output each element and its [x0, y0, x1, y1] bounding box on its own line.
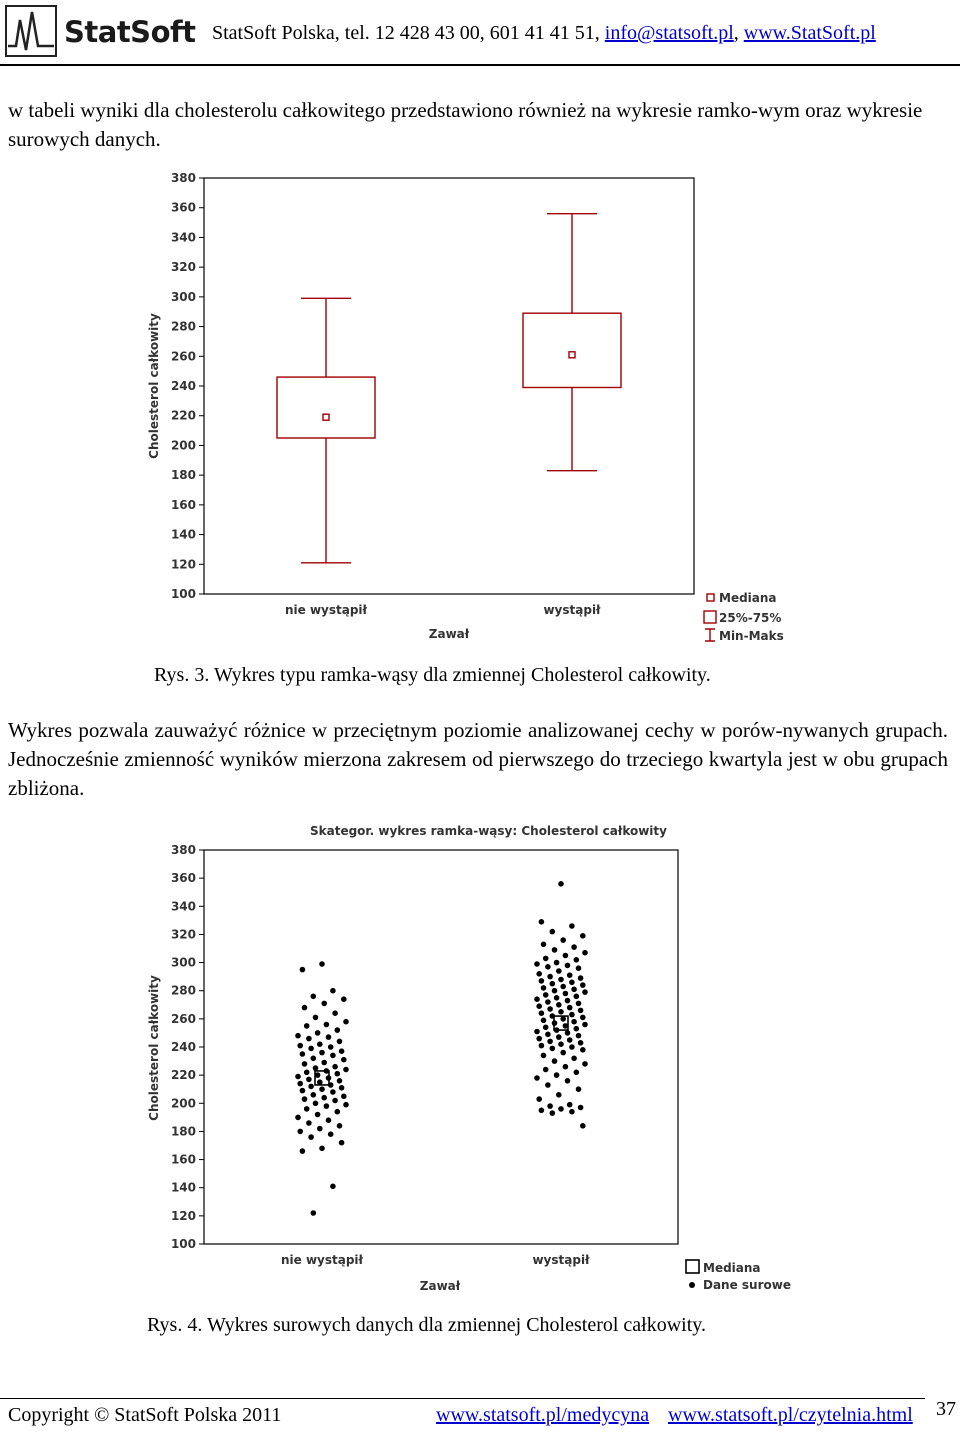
legend-median-label: Mediana [719, 591, 777, 605]
raw-data-point [569, 1012, 575, 1018]
raw-data-point [550, 1110, 556, 1116]
legend-median-label: Mediana [703, 1261, 761, 1275]
y-tick-label: 180 [170, 468, 196, 483]
logo-wordmark: StatSoft [64, 15, 196, 49]
raw-data-point [539, 1043, 545, 1049]
raw-data-point [569, 980, 575, 986]
raw-data-point [313, 1065, 319, 1071]
raw-data-point [321, 1001, 327, 1007]
raw-data-point [308, 1134, 314, 1140]
raw-data-point [565, 963, 571, 969]
raw-data-point [328, 1131, 334, 1137]
raw-data-point [332, 1098, 338, 1104]
y-axis-label: Cholesterol całkowity [147, 313, 161, 459]
raw-data-point [332, 1010, 338, 1016]
raw-data-point [337, 1039, 343, 1045]
x-axis-label: Zawał [428, 627, 470, 641]
raw-data-point [539, 1010, 545, 1016]
y-axis-ticks [171, 171, 204, 601]
raw-data-point [578, 1040, 584, 1046]
y-tick-label: 140 [170, 527, 196, 542]
raw-data-point [541, 1018, 547, 1024]
raw-data-point [330, 1053, 336, 1059]
raw-data-point [339, 1140, 345, 1146]
raw-data-point [339, 1048, 345, 1054]
raw-data-point [580, 1015, 586, 1021]
raw-data-point [541, 985, 547, 991]
raw-data-point [343, 1019, 349, 1025]
raw-data-point [580, 1123, 586, 1129]
raw-data-point [563, 991, 569, 997]
y-tick-label: 160 [170, 497, 196, 512]
raw-data-point [297, 1129, 303, 1135]
raw-data-point [550, 981, 556, 987]
footer-link-medycyna[interactable]: www.statsoft.pl/medycyna [436, 1404, 650, 1426]
y-axis-label: Cholesterol całkowity [147, 975, 161, 1121]
raw-data-point [300, 1051, 306, 1057]
raw-data-point [543, 992, 549, 998]
legend-box-label: 25%-75% [719, 611, 782, 625]
raw-data-point [554, 960, 560, 966]
y-tick-label: 360 [170, 871, 196, 886]
raw-data-point [321, 1095, 327, 1101]
quartile-box [523, 313, 621, 387]
x-tick-label: wystąpił [532, 1253, 590, 1267]
raw-data-point [552, 947, 558, 953]
raw-data-point [554, 1072, 560, 1078]
raw-data-point [534, 1029, 540, 1035]
raw-data-point [545, 964, 551, 970]
raw-data-point [534, 996, 540, 1002]
raw-data-point [558, 1041, 564, 1047]
raw-data-point [552, 988, 558, 994]
raw-data-point [567, 1102, 573, 1108]
y-tick-label: 180 [170, 1124, 196, 1139]
y-tick-label: 320 [170, 927, 196, 942]
raw-data-point [574, 1026, 580, 1032]
legend [704, 591, 784, 643]
raw-data-point [308, 1046, 314, 1052]
raw-data-point [297, 1043, 303, 1049]
raw-data-point [311, 994, 317, 1000]
raw-data-point [580, 1047, 586, 1053]
raw-data-point [300, 1088, 306, 1094]
raw-data-point [295, 1074, 301, 1080]
raw-data-point [545, 1082, 551, 1088]
raw-data-point [341, 1094, 347, 1100]
quartile-box [277, 377, 375, 438]
raw-data-point [560, 1050, 566, 1056]
raw-data-point [295, 1033, 301, 1039]
y-tick-label: 340 [170, 230, 196, 245]
raw-data-point [295, 1115, 301, 1121]
y-tick-label: 240 [170, 379, 196, 393]
raw-data-point [536, 971, 542, 977]
raw-data-point [576, 965, 582, 971]
header-contact [212, 22, 876, 45]
y-tick-label: 140 [170, 1180, 196, 1195]
raw-data-point [541, 1053, 547, 1059]
raw-data-point [582, 989, 588, 995]
raw-data-point [558, 977, 564, 983]
raw-data-point [558, 1009, 564, 1015]
x-tick-label: nie wystąpił [280, 1253, 364, 1267]
raw-data-point [300, 1148, 306, 1154]
raw-data-point [315, 1030, 321, 1036]
raw-data-point [321, 1060, 327, 1066]
raw-data-point [545, 999, 551, 1005]
discussion-paragraph: Wykres pozwala zauważyć różnice w przeciętnym poziomie analizowanej cechy w porów-nywanych grupach. Jednocześnie zmienność wyników mierzona zakresem od pierwszego do trzeciego kwartyla jest w obu grupach zbliżona. [8, 718, 948, 800]
raw-data-point [571, 987, 577, 993]
raw-data-point [567, 972, 573, 978]
raw-data-point [582, 1022, 588, 1028]
raw-data-point [578, 975, 584, 981]
raw-data-point [319, 1146, 325, 1152]
raw-data-point [578, 1105, 584, 1111]
raw-data-point [569, 923, 575, 929]
raw-data-point [326, 1117, 332, 1123]
page-number: 37 [936, 1398, 956, 1420]
plot-frame [204, 850, 678, 1244]
raw-data-point [552, 1058, 558, 1064]
y-tick-label: 160 [170, 1152, 196, 1167]
y-tick-label: 340 [170, 899, 196, 914]
raw-data-point [578, 1008, 584, 1014]
raw-data-point [335, 1109, 341, 1115]
legend-whisker-label: Min-Maks [719, 629, 784, 643]
raw-data-point [337, 1123, 343, 1129]
raw-data-point [300, 967, 306, 973]
raw-data-point [574, 1070, 580, 1076]
figure-3-caption: Rys. 3. Wykres typu ramka-wąsy dla zmiennej Cholesterol całkowity. [154, 664, 711, 686]
y-tick-label: 360 [170, 200, 196, 215]
raw-data-point [343, 1102, 349, 1108]
median-marker [323, 414, 329, 420]
raw-data-point [339, 1085, 345, 1091]
raw-data-point [571, 944, 577, 950]
legend-point-swatch [689, 1282, 695, 1288]
raw-data-point [565, 1078, 571, 1084]
raw-data-point [317, 1126, 323, 1132]
x-axis-label: Zawał [419, 1279, 461, 1293]
raw-data-point [326, 1034, 332, 1040]
raw-data-point [576, 1086, 582, 1092]
raw-data-marks [295, 881, 588, 1216]
raw-data-point [332, 1064, 338, 1070]
raw-data-point [576, 1001, 582, 1007]
y-tick-label: 200 [170, 1096, 196, 1111]
raw-data-point [556, 968, 562, 974]
y-tick-label: 300 [170, 289, 196, 304]
raw-data-point [563, 1064, 569, 1070]
raw-data-point [337, 1078, 343, 1084]
raw-data-point [543, 956, 549, 962]
raw-data-point [571, 1019, 577, 1025]
raw-data-point [302, 1096, 308, 1102]
raw-data-point [534, 1075, 540, 1081]
y-tick-label: 240 [170, 1040, 196, 1054]
figure-4-caption: Rys. 4. Wykres surowych danych dla zmiennej Cholesterol całkowity. [147, 1314, 706, 1336]
raw-data-point [330, 1089, 336, 1095]
raw-data-point [556, 1002, 562, 1008]
footer-link-czytelnia[interactable]: www.statsoft.pl/czytelnia.html [668, 1404, 913, 1426]
raw-data-point [545, 1032, 551, 1038]
raw-data-point [315, 1112, 321, 1118]
raw-data-point [560, 1016, 566, 1022]
raw-data-point [556, 1034, 562, 1040]
y-tick-label: 280 [170, 319, 196, 334]
y-tick-label: 380 [170, 171, 196, 185]
y-tick-label: 280 [170, 983, 196, 998]
email-link[interactable]: info@statsoft.pl [604, 22, 734, 44]
y-tick-label: 380 [170, 843, 196, 857]
raw-data-point [311, 1210, 317, 1216]
chart-title: Skategor. wykres ramka-wąsy: Cholesterol całkowity [310, 824, 667, 838]
y-tick-label: 100 [170, 1237, 196, 1251]
raw-data-point [343, 1067, 349, 1073]
raw-data-point [308, 1084, 314, 1090]
y-tick-label: 120 [170, 1208, 196, 1223]
raw-data-point [574, 957, 580, 963]
header-divider [0, 64, 960, 66]
raw-data-point [319, 1050, 325, 1056]
raw-data-point [539, 919, 545, 925]
raw-data-point [313, 1101, 319, 1107]
y-tick-label: 200 [170, 438, 196, 453]
raw-data-point [547, 1103, 553, 1109]
raw-data-point [304, 1106, 310, 1112]
footer-divider [0, 1398, 925, 1399]
raw-data-point [341, 996, 347, 1002]
statsoft-logo-icon [0, 2, 62, 60]
raw-data-point [324, 1103, 330, 1109]
header-contact-text: StatSoft Polska, tel. 12 428 43 00, 601 41 41 51, [212, 22, 605, 44]
median-marker [569, 352, 575, 358]
raw-data-point [539, 1108, 545, 1114]
y-tick-label: 220 [170, 1068, 196, 1083]
y-axis-ticks [171, 843, 204, 1251]
raw-data-point [565, 1030, 571, 1036]
intro-paragraph: w tabeli wyniki dla cholesterolu całkowitego przedstawiono również na wykresie ramko-wym oraz wykresie surowych danych. [8, 98, 923, 151]
box-plot-chart [140, 166, 800, 646]
legend-whisker-swatch [705, 629, 715, 641]
legend-box-swatch [704, 611, 716, 623]
raw-data-point [550, 1046, 556, 1052]
raw-data-point [569, 1109, 575, 1115]
raw-data-point [543, 1025, 549, 1031]
raw-data-point [328, 1044, 334, 1050]
raw-data-point [560, 984, 566, 990]
raw-data-point [580, 982, 586, 988]
y-tick-label: 320 [170, 260, 196, 275]
y-tick-label: 100 [170, 587, 196, 601]
raw-data-point [539, 978, 545, 984]
raw-data-point [330, 988, 336, 994]
raw-data-point [313, 1015, 319, 1021]
raw-data-point [567, 1005, 573, 1011]
raw-data-point [319, 1086, 325, 1092]
y-tick-label: 260 [170, 349, 196, 364]
box-plot-marks [277, 214, 621, 563]
raw-data-point [569, 1044, 575, 1050]
raw-data-point [536, 1096, 542, 1102]
raw-data-point [554, 995, 560, 1001]
footer-copyright: Copyright © StatSoft Polska 2011 [8, 1404, 282, 1426]
raw-data-point [582, 950, 588, 956]
raw-data-point [576, 1033, 582, 1039]
raw-data-point [574, 994, 580, 1000]
raw-data-point [311, 1092, 317, 1098]
raw-data-point [563, 953, 569, 959]
raw-data-point [306, 1077, 312, 1083]
raw-data-chart [140, 818, 800, 1298]
raw-data-point [534, 961, 540, 967]
raw-data-point [297, 1081, 303, 1087]
y-tick-label: 220 [170, 408, 196, 423]
raw-data-point [311, 1056, 317, 1062]
raw-data-point [556, 1092, 562, 1098]
raw-data-point [302, 1061, 308, 1067]
raw-data-point [567, 1037, 573, 1043]
raw-data-point [543, 1067, 549, 1073]
x-tick-label: wystąpił [543, 603, 601, 617]
raw-data-point [536, 1003, 542, 1009]
raw-data-point [335, 1071, 341, 1077]
raw-data-point [317, 1041, 323, 1047]
raw-data-point [324, 1022, 330, 1028]
raw-data-point [335, 1027, 341, 1033]
raw-data-point [302, 1005, 308, 1011]
raw-data-point [582, 1061, 588, 1067]
raw-data-point [560, 937, 566, 943]
website-link[interactable]: www.StatSoft.pl [743, 22, 876, 44]
raw-data-point [541, 942, 547, 948]
raw-data-point [341, 1057, 347, 1063]
raw-data-point [547, 974, 553, 980]
raw-data-point [304, 1023, 310, 1029]
legend [686, 1260, 791, 1292]
raw-data-point [558, 1106, 564, 1112]
raw-data-point [536, 1036, 542, 1042]
y-tick-label: 260 [170, 1011, 196, 1026]
x-tick-label: nie wystąpił [284, 603, 368, 617]
raw-data-point [547, 1006, 553, 1012]
raw-data-point [304, 1070, 310, 1076]
legend-median-swatch [707, 594, 714, 601]
raw-data-point [565, 998, 571, 1004]
legend-point-label: Dane surowe [703, 1278, 791, 1292]
y-tick-label: 300 [170, 955, 196, 970]
raw-data-point [571, 1056, 577, 1062]
raw-data-point [306, 1120, 312, 1126]
raw-data-point [558, 881, 564, 887]
raw-data-point [547, 1039, 553, 1045]
raw-data-point [330, 1184, 336, 1190]
raw-data-point [580, 933, 586, 939]
raw-data-point [306, 1036, 312, 1042]
raw-data-point [550, 929, 556, 935]
legend-median-swatch [686, 1260, 699, 1273]
header-separator: , [733, 22, 744, 44]
raw-data-point [319, 961, 325, 967]
y-tick-label: 120 [170, 557, 196, 572]
